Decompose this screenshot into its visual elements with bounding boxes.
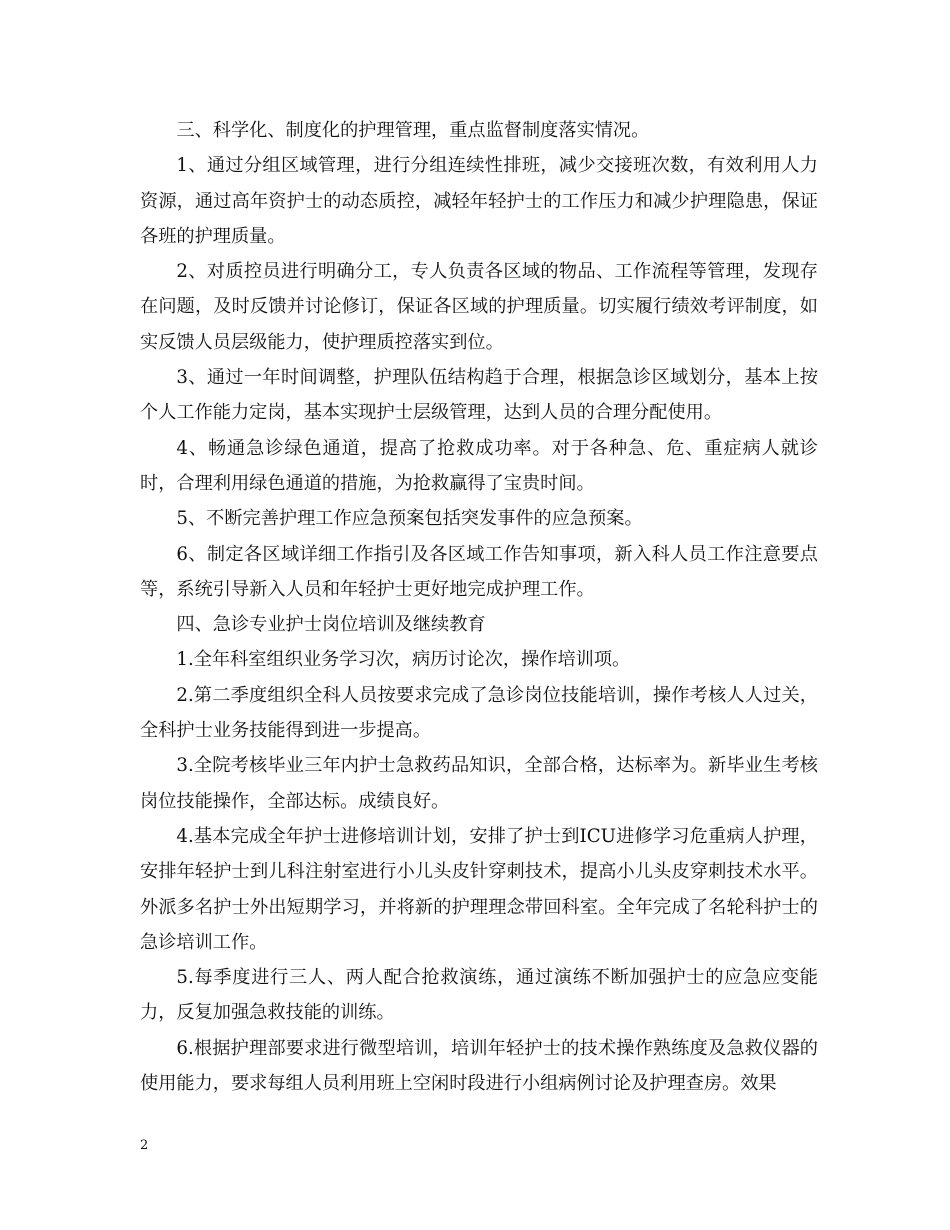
paragraph: 4、畅通急诊绿色通道，提高了抢救成功率。对于各种急、危、重症病人就诊时，合理利用绿色通道的措施，为抢救赢得了宝贵时间。 — [140, 437, 818, 494]
paragraph: 1.全年科室组织业务学习次，病历讨论次，操作培训项。 — [176, 649, 631, 671]
paragraph: 2、对质控员进行明确分工，专人负责各区域的物品、工作流程等管理，发现存在问题，及时反馈并讨论修订，保证各区域的护理质量。切实履行绩效考评制度，如实反馈人员层级能力，使护理质控落实到位。 — [140, 261, 818, 353]
paragraph: 2.第二季度组织全科人员按要求完成了急诊岗位技能培训，操作考核人人过关，全科护士业务技能得到进一步提高。 — [140, 684, 818, 742]
paragraph: 5、不断完善护理工作应急预案包括突发事件的应急预案。 — [176, 508, 643, 530]
paragraph: 6、制定各区域详细工作指引及各区域工作告知事项，新入科人员工作注意要点等，系统引导新入人员和年轻护士更好地完成护理工作。 — [140, 543, 818, 600]
section-heading-4: 四、急诊专业护士岗位培训及继续教育 — [176, 614, 486, 636]
paragraph: 6.根据护理部要求进行微型培训，培训年轻护士的技术操作熟练度及急救仪器的使用能力，要求每组人员利用班上空闲时段进行小组病例讨论及护理查房。效果 — [140, 1037, 818, 1095]
paragraph: 5.每季度进行三人、两人配合抢救演练，通过演练不断加强护士的应急应变能力，反复加强急救技能的训练。 — [140, 967, 818, 1024]
paragraph: 4.基本完成全年护士进修培训计划，安排了护士到ICU进修学习危重病人护理，安排年轻护士到儿科注射室进行小儿头皮针穿刺技术，提高小儿头皮穿刺技术水平。外派多名护士外出短期学习，并将新的护理理念带回科室。全年完成了名轮科护士的急诊培训工作。 — [140, 825, 818, 953]
document-body — [140, 113, 818, 1101]
paragraph: 3.全院考核毕业三年内护士急救药品知识，全部合格，达标率为。新毕业生考核岗位技能操作，全部达标。成绩良好。 — [140, 755, 818, 812]
page-number: 2 — [140, 1138, 149, 1153]
section-heading-3: 三、科学化、制度化的护理管理，重点监督制度落实情况。 — [176, 120, 650, 141]
paragraph: 1、通过分组区域管理，进行分组连续性排班，减少交接班次数，有效利用人力资源，通过高年资护士的动态质控，减轻年轻护士的工作压力和减少护理隐患，保证各班的护理质量。 — [140, 155, 818, 247]
paragraph: 3、通过一年时间调整，护理队伍结构趋于合理，根据急诊区域划分，基本上按个人工作能力定岗，基本实现护士层级管理，达到人员的合理分配使用。 — [140, 367, 818, 424]
